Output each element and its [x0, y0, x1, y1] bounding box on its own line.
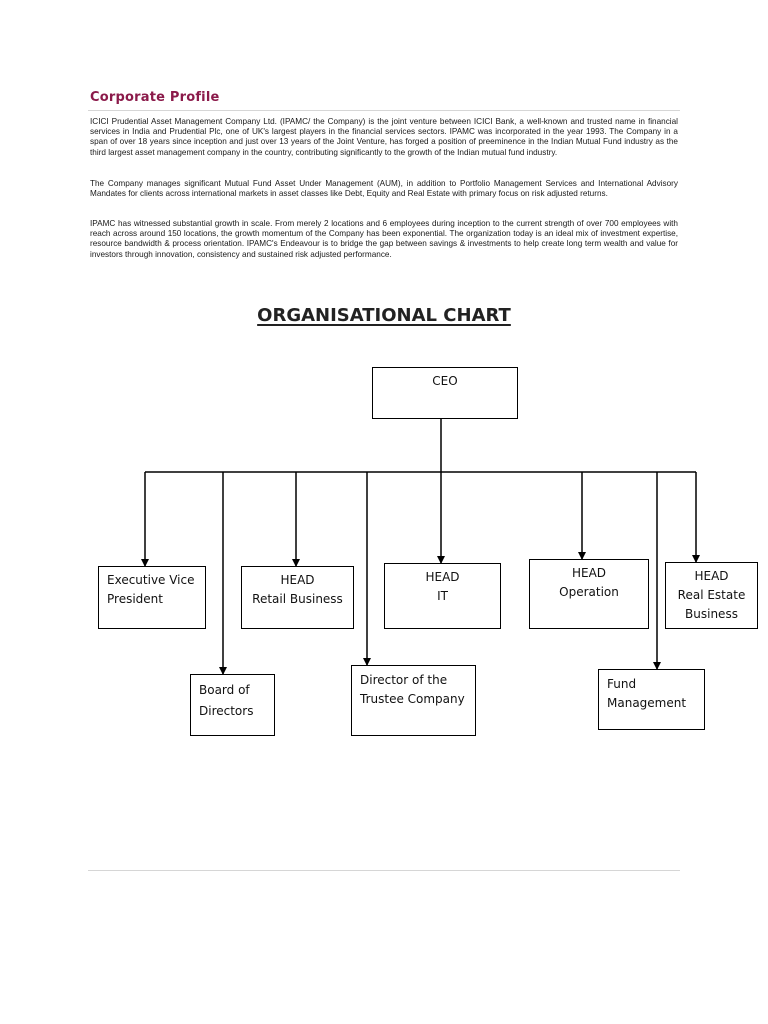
bottom-divider — [88, 870, 680, 871]
trustee-label-line-2: Trustee Company — [360, 692, 465, 706]
it-label-line-2: IT — [437, 589, 448, 603]
profile-paragraph-2: The Company manages significant Mutual Fund Asset Under Management (AUM), in addition to Portfolio Management Services and International Advisory Mandates for clients across international markets in asset classes like Debt, Equity and Real Estate with primary focus on risk adjusted returns. — [90, 179, 678, 199]
evp-label-line-2: President — [107, 592, 163, 606]
operation-label-line-1: HEAD — [571, 566, 607, 580]
operation-label-line-2: Operation — [559, 585, 619, 599]
ceo-box — [372, 367, 518, 419]
realestate-label-line-2: Real Estate — [677, 588, 746, 602]
board-label-line-2: Directors — [199, 704, 254, 718]
profile-paragraph-1: ICICI Prudential Asset Management Company Ltd. (IPAMC/ the Company) is the joint venture between ICICI Bank, a well-known and trusted name in financial services in India and Prudential Plc, one of UK's largest players in the financial services sectors. IPAMC was incorporated in the year 1993. The Company in a span of over 18 years since inception and just over 13 years of the Joint Venture, has forged a position of preeminence in the Indian Mutual Fund industry as the third largest asset management company in the country, contributing significantly to the growth of the Indian mutual fund industry. — [90, 117, 678, 157]
board-of-directors-box — [190, 674, 275, 736]
fund-management-box — [598, 669, 705, 730]
head-operation-box — [529, 559, 649, 629]
board-label-line-1: Board of — [199, 683, 250, 697]
head-realestate-box — [665, 562, 758, 629]
corporate-profile-heading: Corporate Profile — [90, 90, 220, 105]
fund-label-line-2: Management — [607, 696, 687, 710]
evp-box — [98, 566, 206, 629]
head-retail-box — [241, 566, 354, 629]
realestate-label-line-1: HEAD — [694, 569, 729, 583]
trustee-label-line-1: Director of the — [360, 673, 448, 687]
head-it-box — [384, 563, 501, 629]
trustee-director-box — [351, 665, 476, 736]
fund-label-line-1: Fund — [607, 677, 637, 691]
profile-paragraph-3: IPAMC has witnessed substantial growth in scale. From merely 2 locations and 6 employees during inception to the current strength of over 700 employees with reach across around 150 locations, the growth momentum of the Company has been exponential. The organization today is an ideal mix of investment expertise, resource bandwidth & process orientation. IPAMC's Endeavour is to bridge the gap between savings & investments to help create long term wealth and value for investors through innovation, consistency and sustained risk adjusted performance. — [90, 219, 678, 259]
realestate-label-line-3: Business — [685, 607, 738, 621]
retail-label-line-1: HEAD — [280, 573, 315, 587]
org-chart-title-text: ORGANISATIONAL CHART — [257, 305, 511, 326]
retail-label-line-2: Retail Business — [252, 592, 343, 606]
ceo-label: CEO — [432, 374, 458, 388]
evp-label-line-1: Executive Vice — [107, 573, 195, 587]
it-label-line-1: HEAD — [425, 570, 460, 584]
